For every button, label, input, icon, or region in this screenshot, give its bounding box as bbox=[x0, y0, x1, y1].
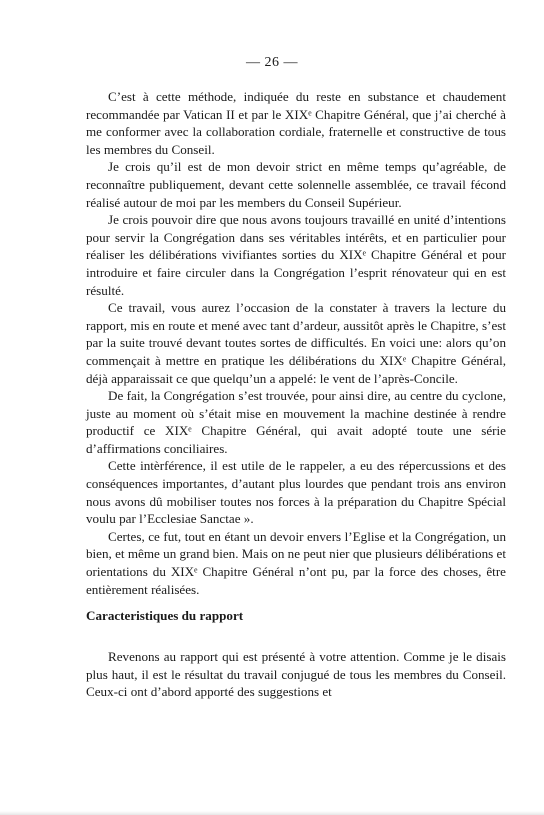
section-heading: Caracteristiques du rapport bbox=[86, 608, 244, 623]
scan-edge bbox=[0, 811, 544, 815]
paragraph: Cette intèrférence, il est utile de le rappeler, a eu des répercussions et des conséquences importantes, d’autant plus lourdes que pendant trois ans environ nous avons dû mobiliser toutes nos forces à la préparation du Chapitre Spécial voulu par l’Ecclesiae Sanctae ». bbox=[86, 458, 506, 527]
paragraph: Ce travail, vous aurez l’occasion de la constater à travers la lecture du rapport, mis en route et mené avec tant d’ardeur, aussitôt après le Chapitre, s’est par la suite trouvé devant toutes sortes de difficultés. En voici une: alors qu’on commençait à mettre en pratique les délibérations du XIXᵉ Chapitre Général, déjà apparaissait ce que quelqu’un a appelé: le vent de l’après-Concile. bbox=[86, 300, 506, 386]
paragraph: Certes, ce fut, tout en étant un devoir envers l’Eglise et la Congrégation, un bien, et même un grand bien. Mais on ne peut nier que plusieurs délibérations et orientations du XIXᵉ Chapitre Général n’ont pu, par la force des choses, être entièrement réalisées. bbox=[86, 528, 506, 597]
page-number: — 26 — bbox=[246, 55, 298, 70]
paragraph: C’est à cette méthode, indiquée du reste en substance et chaudement recommandée par Vatican II et par le XIXᵉ Chapitre Général, que j’ai cherché à me conformer avec la collaboration cordiale, fraternelle et constructive de tous les membres du Conseil. bbox=[86, 89, 506, 157]
paragraph: De fait, la Congrégation s’est trouvée, pour ainsi dire, au centre du cyclone, juste au moment où s’était mise en mouvement la machine destinée à rendre productif ce XIXᵉ Chapitre Général, qui avait adopté toute une série d’affirmations conciliaires. bbox=[86, 388, 506, 456]
body-text bbox=[86, 88, 506, 598]
paragraph: Je crois pouvoir dire que nous avons toujours travaillé en unité d’intentions pour servir la Congrégation dans ses véritables intérêts, et en particulier pour réaliser les délibérations vivifiantes sorties du XIXᵉ Chapitre Général et pour introduire et faire circuler dans la Congrégation l’esprit rénovateur qui en est résulté. bbox=[86, 212, 506, 298]
section-body-text bbox=[86, 648, 506, 701]
paragraph: Je crois qu’il est de mon devoir strict en même temps qu’agréable, de reconnaître publiquement, devant cette solennelle assemblée, ce travail fécond réalisé autour de moi par les members du Conseil Supérieur. bbox=[86, 159, 506, 210]
paragraph: Revenons au rapport qui est présenté à votre attention. Comme je le disais plus haut, il est le résultat du travail conjugué de tous les membres du Conseil. Ceux-ci ont d’abord apporté des suggestions et bbox=[86, 649, 506, 700]
